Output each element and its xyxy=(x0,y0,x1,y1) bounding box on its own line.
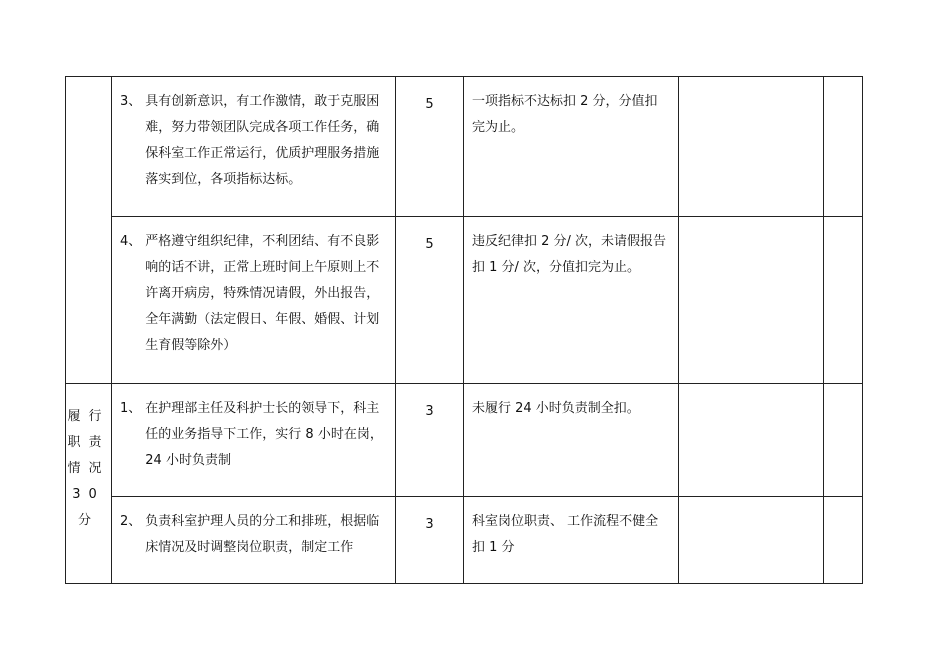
item-text: 严格遵守组织纪律，不利团结、有不良影响的话不讲，正常上班时间上午原则上不许离开病房，特殊情况请假，外出报告，全年满勤（法定假日、年假、婚假、计划生育假等除外） xyxy=(145,234,380,353)
item-number: 4、 xyxy=(120,234,142,249)
blank-cell xyxy=(679,77,824,217)
rule-text: 一项指标不达标扣 2 分，分值扣完为止。 xyxy=(472,94,658,135)
score-cell xyxy=(396,77,464,217)
score-value: 3 xyxy=(425,404,434,419)
rule-text: 科室岗位职责、 工作流程不健全扣 1 分 xyxy=(472,514,659,555)
blank-cell xyxy=(824,384,863,497)
category-cell-empty xyxy=(66,77,112,384)
table-row xyxy=(66,384,863,497)
blank-cell xyxy=(679,497,824,584)
blank-cell xyxy=(679,217,824,384)
blank-cell xyxy=(679,384,824,497)
item-cell xyxy=(112,497,396,584)
category-line: 职责 xyxy=(67,435,110,450)
score-cell xyxy=(396,217,464,384)
assessment-table xyxy=(65,76,863,584)
item-cell xyxy=(112,384,396,497)
rule-cell xyxy=(464,497,679,584)
category-line: 情况 xyxy=(67,461,110,476)
item-text: 在护理部主任及科护士长的领导下，科主任的业务指导下工作，实行 8 小时在岗， 24 小时负责制 xyxy=(145,401,383,468)
category-cell xyxy=(66,384,112,584)
item-number: 2、 xyxy=(120,514,142,529)
item-cell xyxy=(112,77,396,217)
item-number: 3、 xyxy=(120,94,142,109)
item-cell xyxy=(112,217,396,384)
item-text: 具有创新意识，有工作激情，敢于克服困难，努力带领团队完成各项工作任务，确保科室工作正常运行，优质护理服务措施落实到位，各项指标达标。 xyxy=(145,94,380,187)
rule-cell xyxy=(464,77,679,217)
score-cell xyxy=(396,497,464,584)
blank-cell xyxy=(824,217,863,384)
category-line: 履行 xyxy=(67,409,110,424)
rule-text: 违反纪律扣 2 分/ 次，未请假报告扣 1 分/ 次，分值扣完为止。 xyxy=(472,234,667,275)
table-row xyxy=(66,497,863,584)
item-number: 1、 xyxy=(120,401,142,416)
item-text: 负责科室护理人员的分工和排班，根据临床情况及时调整岗位职责，制定工作 xyxy=(145,514,380,555)
rule-text: 未履行 24 小时负责制全扣。 xyxy=(472,401,640,416)
rule-cell xyxy=(464,217,679,384)
category-label xyxy=(66,384,111,534)
category-line: 30分 xyxy=(72,487,105,528)
blank-cell xyxy=(824,497,863,584)
score-cell xyxy=(396,384,464,497)
table-row xyxy=(66,217,863,384)
score-value: 3 xyxy=(425,517,434,532)
table-row xyxy=(66,77,863,217)
blank-cell xyxy=(824,77,863,217)
rule-cell xyxy=(464,384,679,497)
score-value: 5 xyxy=(425,97,434,112)
score-value: 5 xyxy=(425,237,434,252)
